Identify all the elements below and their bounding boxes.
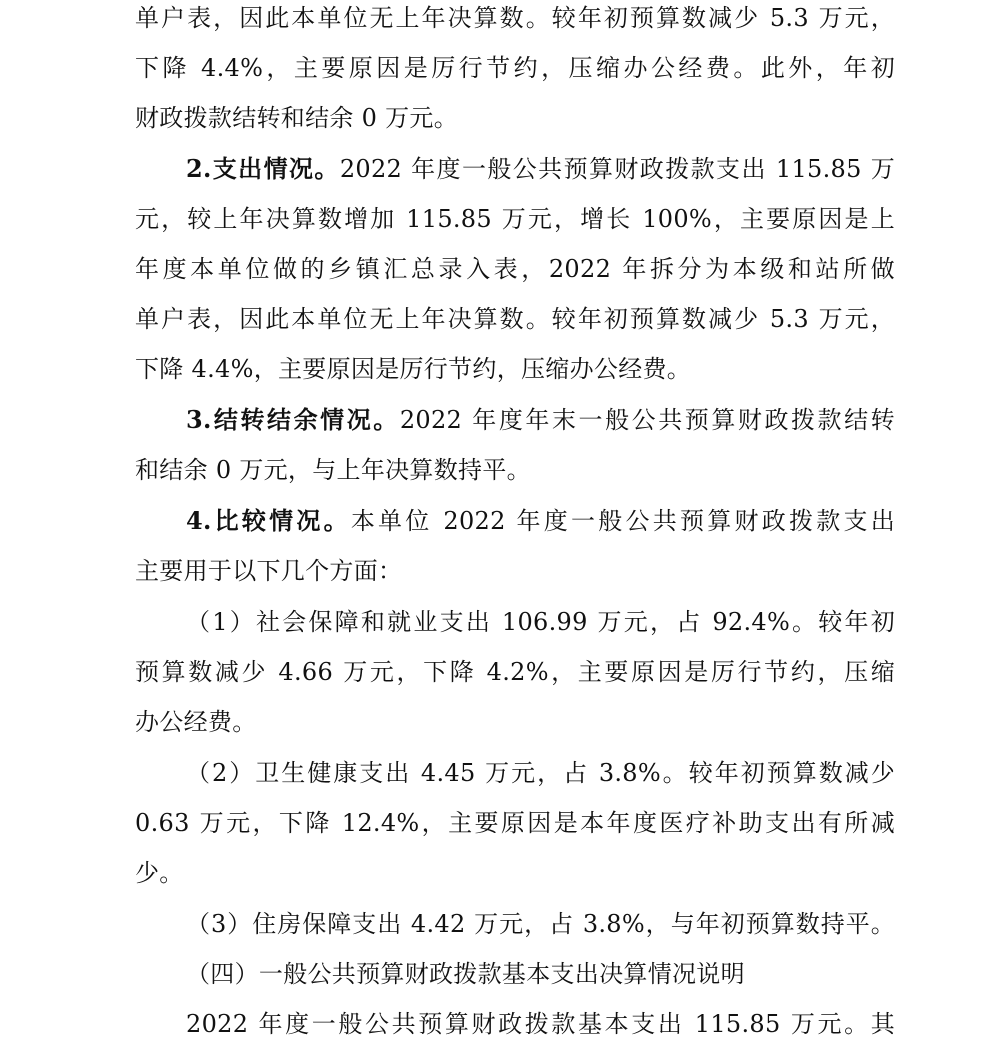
text-line-5: 元，较上年决算数增加 115.85 万元，增长 100%，主要原因是上: [135, 205, 895, 233]
item-1-line: （1）社会保障和就业支出 106.99 万元，占 92.4%。较年初: [186, 608, 895, 636]
text-line-15: 办公经费。: [135, 708, 257, 736]
section-3-heading-line: [186, 395, 895, 445]
section-4-text: 本单位 2022 年度一般公共预算财政拨款支出: [350, 507, 895, 535]
text-line-3: 财政拨款结转和结余 0 万元。: [135, 104, 459, 132]
section-2-text: 2022 年度一般公共预算财政拨款支出 115.85 万: [339, 155, 895, 183]
text-line-8: 下降 4.4%，主要原因是厉行节约，压缩办公经费。: [135, 355, 692, 383]
subsection-4-heading: （四）一般公共预算财政拨款基本支出决算情况说明: [186, 960, 745, 988]
text-line-7: 单户表，因此本单位无上年决算数。较年初预算数减少 5.3 万元，: [135, 305, 895, 333]
text-line-2: 下降 4.4%，主要原因是厉行节约，压缩办公经费。此外，年初: [135, 54, 895, 82]
text-line-17: 0.63 万元，下降 12.4%，主要原因是本年度医疗补助支出有所减: [135, 809, 895, 837]
section-2-heading: 2.支出情况。: [186, 154, 340, 183]
section-3-heading: 3.结转结余情况。: [186, 405, 400, 434]
item-2-line: （2）卫生健康支出 4.45 万元，占 3.8%。较年初预算数减少: [186, 759, 895, 787]
section-3-text: 2022 年度年末一般公共预算财政拨款结转: [399, 406, 895, 434]
section-4-heading-line: [186, 496, 895, 546]
section-2-heading-line: [186, 144, 895, 194]
text-line-1: 单户表，因此本单位无上年决算数。较年初预算数减少 5.3 万元，: [135, 4, 895, 32]
text-line-14: 预算数减少 4.66 万元，下降 4.2%，主要原因是厉行节约，压缩: [135, 658, 895, 686]
text-line-10: 和结余 0 万元，与上年决算数持平。: [135, 456, 531, 484]
item-3-line: （3）住房保障支出 4.42 万元，占 3.8%，与年初预算数持平。: [186, 910, 895, 938]
section-4-heading: 4.比较情况。: [186, 506, 351, 535]
text-line-6: 年度本单位做的乡镇汇总录入表，2022 年拆分为本级和站所做: [135, 255, 895, 283]
text-line-12: 主要用于以下几个方面：: [135, 557, 403, 585]
text-line-18: 少。: [135, 859, 184, 887]
text-line-21: 2022 年度一般公共预算财政拨款基本支出 115.85 万元。其: [186, 1010, 895, 1038]
